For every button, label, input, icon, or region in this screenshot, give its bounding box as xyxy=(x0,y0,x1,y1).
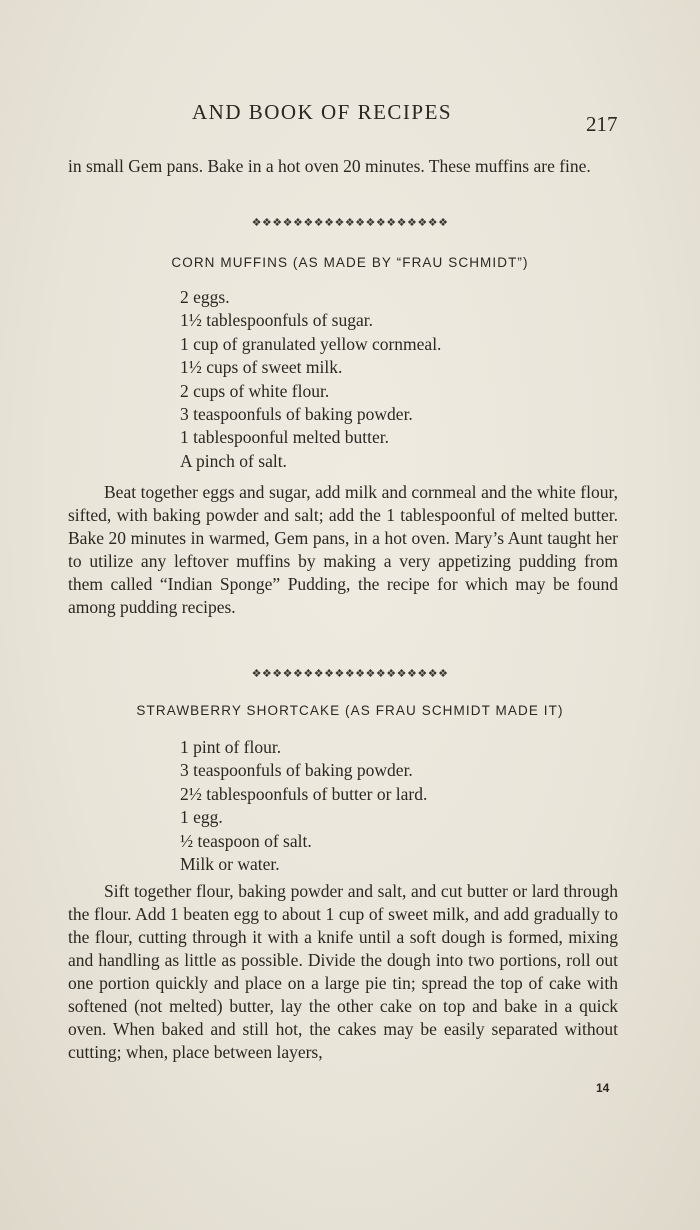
intro-paragraph: in small Gem pans. Bake in a hot oven 20 minutes. These muffins are fine. xyxy=(68,156,591,176)
ingredient-item: 3 teaspoonfuls of baking powder. xyxy=(180,404,413,425)
running-head: AND BOOK OF RECIPES xyxy=(192,100,453,124)
instructions-corn-muffins: Beat together eggs and sugar, add milk and cornmeal and the white flour, sifted, with baking powder and salt; add the 1 tablespoonful of melted butter. Bake 20 minutes in warmed, Gem pans, in a hot oven. Mary’s Aunt taught her to utilize any leftover muffins by making a very appetizing pudding from them called “Indian Sponge” Pudding, the recipe for which may be found among pudding recipes. xyxy=(68,482,618,617)
ornament-divider: ❖❖❖❖❖❖❖❖❖❖❖❖❖❖❖❖❖❖❖ xyxy=(251,217,449,229)
ingredient-item: 2 eggs. xyxy=(180,287,230,307)
ornament-divider: ❖❖❖❖❖❖❖❖❖❖❖❖❖❖❖❖❖❖❖ xyxy=(251,668,449,680)
ingredient-item: Milk or water. xyxy=(180,854,280,875)
ingredient-list-strawberry-shortcake xyxy=(180,736,427,876)
ingredient-item: 1½ cups of sweet milk. xyxy=(180,357,343,378)
ingredient-item: 2 cups of white flour. xyxy=(180,380,330,401)
signature-mark: 14 xyxy=(596,1081,610,1095)
recipe-title-corn-muffins: CORN MUFFINS (AS MADE BY “FRAU SCHMIDT”) xyxy=(171,255,529,270)
ingredient-item: 3 teaspoonfuls of baking powder. xyxy=(180,760,413,781)
recipe-title-strawberry-shortcake: STRAWBERRY SHORTCAKE (AS FRAU SCHMIDT MADE IT) xyxy=(136,703,564,718)
instructions-strawberry-shortcake: Sift together flour, baking powder and salt, and cut butter or lard through the flour. Add 1 beaten egg to about 1 cup of sweet milk, and add gradually to the flour, cutting through it with a knife until a soft dough is formed, mixing and handling as little as possible. Divide the dough into two portions, roll out one portion quickly and place on a large pie tin; spread the top of cake with softened (not melted) butter, lay the other cake on top and bake in a quick oven. When baked and still hot, the cakes may be easily separated without cutting; when, place between layers, xyxy=(68,881,618,1062)
page-number: 217 xyxy=(586,112,618,136)
ingredient-item: 1½ tablespoonfuls of sugar. xyxy=(180,310,373,331)
ingredient-item: ½ teaspoon of salt. xyxy=(180,830,312,851)
ingredient-item: A pinch of salt. xyxy=(180,450,287,471)
ingredient-item: 1 egg. xyxy=(180,807,223,828)
ingredient-list-corn-muffins xyxy=(180,286,441,473)
ingredient-item: 1 pint of flour. xyxy=(180,737,282,757)
ingredient-item: 2½ tablespoonfuls of butter or lard. xyxy=(180,783,428,804)
ingredient-item: 1 cup of granulated yellow cornmeal. xyxy=(180,333,442,354)
ingredient-item: 1 tablespoonful melted butter. xyxy=(180,427,389,448)
